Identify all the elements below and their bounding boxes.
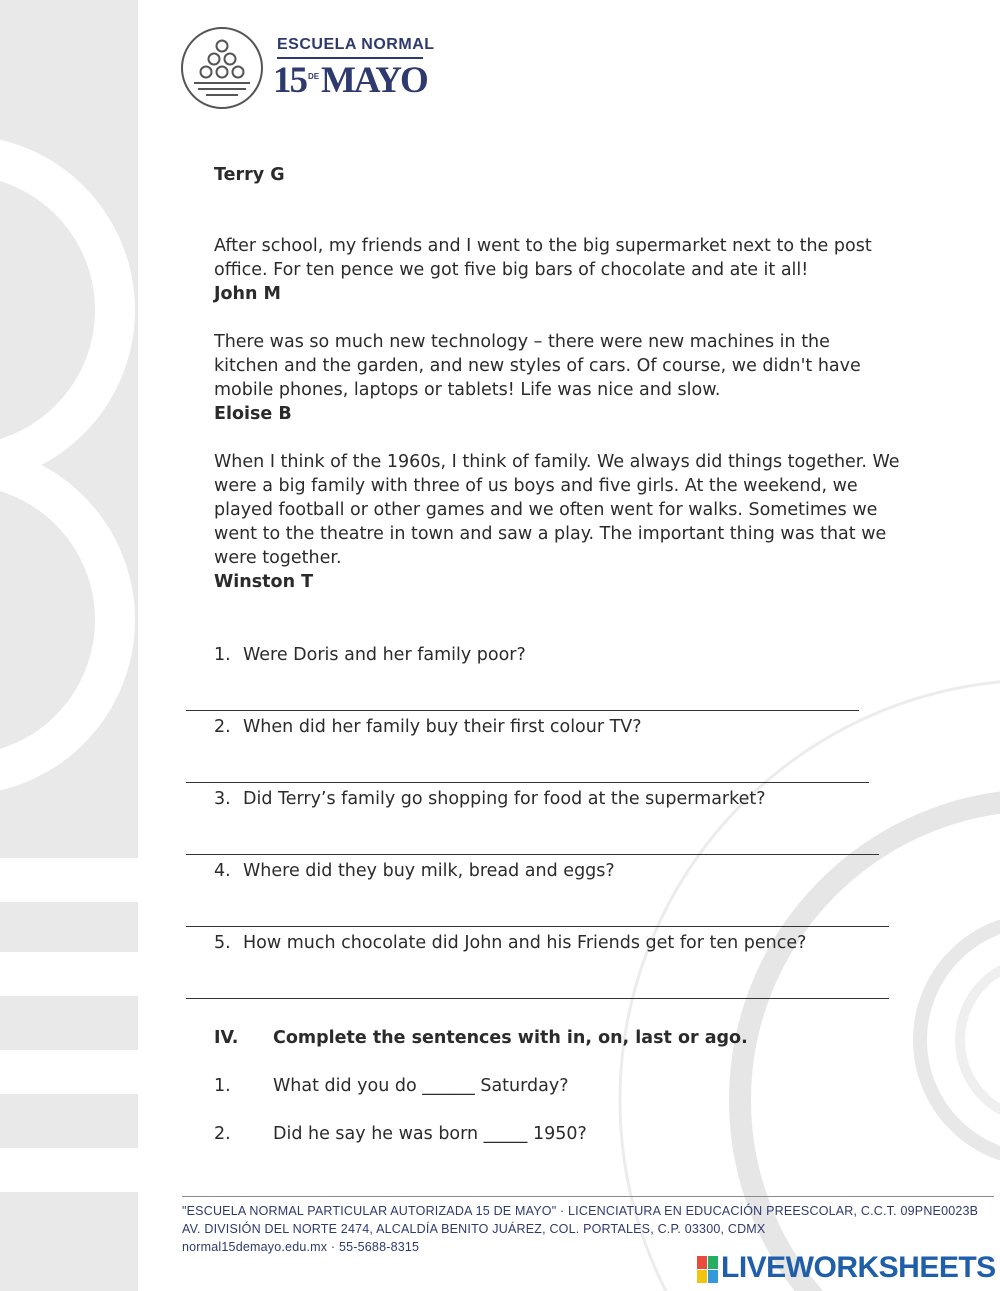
question-text: Where did they buy milk, bread and eggs? xyxy=(243,861,615,881)
question-number: 2. xyxy=(214,717,231,737)
liveworksheets-brand[interactable] xyxy=(697,1250,997,1290)
logo-school-name: ESCUELA NORMAL xyxy=(277,36,435,53)
question-text: Were Doris and her family poor? xyxy=(243,645,526,665)
answer-line[interactable] xyxy=(186,926,889,927)
passage-line: were a big family with three of us boys and five girls. At the weekend, we xyxy=(214,476,858,496)
section-title: Complete the sentences with in, on, last or ago. xyxy=(273,1028,748,1048)
passage-line: were together. xyxy=(214,548,342,568)
liveworksheets-logo-icon xyxy=(697,1256,719,1284)
section-number: IV. xyxy=(214,1028,239,1048)
passage-line: There was so much new technology – there were new machines in the xyxy=(214,332,830,352)
logo-number: 15 xyxy=(273,60,306,101)
passage-line: kitchen and the garden, and new styles of cars. Of course, we didn't have xyxy=(214,356,861,376)
passage-text xyxy=(214,450,900,594)
sentence-number: 1. xyxy=(214,1076,231,1096)
sentence-number: 2. xyxy=(214,1124,231,1144)
author-name: John M xyxy=(214,284,281,304)
passage-line: After school, my friends and I went to the big supermarket next to the post xyxy=(214,236,872,256)
passage-text xyxy=(214,330,861,426)
question-text: Did Terry’s family go shopping for food at the supermarket? xyxy=(243,789,766,809)
question-number: 3. xyxy=(214,789,231,809)
passage-text xyxy=(214,234,872,306)
footer-address: AV. DIVISIÓN DEL NORTE 2474, ALCALDÍA BENITO JUÁREZ, COL. PORTALES, C.P. 03300, CDMX xyxy=(182,1222,766,1236)
answer-line[interactable] xyxy=(186,782,869,783)
left-decorative-band xyxy=(0,0,138,1291)
question-text: How much chocolate did John and his Friends get for ten pence? xyxy=(243,933,807,953)
question-number: 5. xyxy=(214,933,231,953)
footer-line: "ESCUELA NORMAL PARTICULAR AUTORIZADA 15 DE MAYO" · LICENCIATURA EN EDUCACIÓN PREESCOLAR, C.C.T. 09PNE0023B xyxy=(182,1204,979,1218)
question-number: 1. xyxy=(214,645,231,665)
logo-de: DE xyxy=(308,72,320,81)
passage-line: When I think of the 1960s, I think of family. We always did things together. We xyxy=(214,452,900,472)
logo-month: MAYO xyxy=(321,60,427,101)
passage-line: played football or other games and we often went for walks. Sometimes we xyxy=(214,500,878,520)
question-number: 4. xyxy=(214,861,231,881)
answer-line[interactable] xyxy=(186,854,879,855)
school-emblem-icon xyxy=(180,26,264,110)
sentence-text[interactable]: Did he say he was born _____ 1950? xyxy=(273,1124,587,1144)
answer-line[interactable] xyxy=(186,710,859,711)
passage-line: went to the theatre in town and saw a play. The important thing was that we xyxy=(214,524,887,544)
liveworksheets-wordmark: LIVEWORKSHEETS xyxy=(721,1251,996,1284)
footer-contact[interactable]: normal15demayo.edu.mx · 55-5688-8315 xyxy=(182,1240,420,1254)
passage-line: mobile phones, laptops or tablets! Life was nice and slow. xyxy=(214,380,721,400)
passage-line: office. For ten pence we got five big bars of chocolate and ate it all! xyxy=(214,260,809,280)
band-pattern xyxy=(0,0,138,1291)
author-name: Eloise B xyxy=(214,404,292,424)
question-text: When did her family buy their first colour TV? xyxy=(243,717,642,737)
sentence-text[interactable]: What did you do ______ Saturday? xyxy=(273,1076,569,1096)
answer-line[interactable] xyxy=(186,998,889,999)
author-name: Winston T xyxy=(214,572,314,592)
footer-rule xyxy=(182,1196,994,1197)
author-name: Terry G xyxy=(214,165,285,185)
school-logo xyxy=(180,26,435,110)
